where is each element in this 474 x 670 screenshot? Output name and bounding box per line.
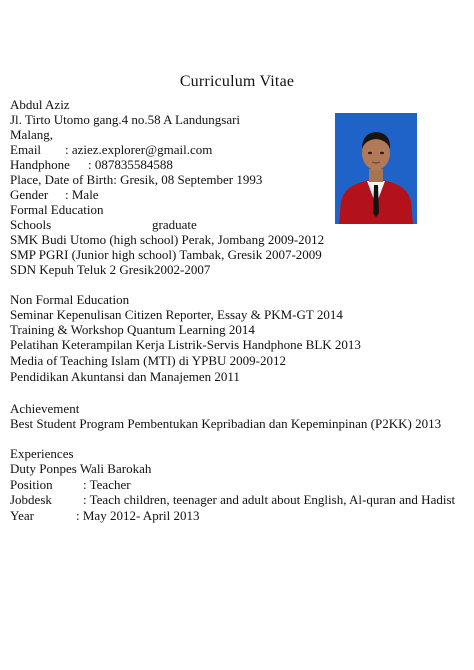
- address-line-1: Jl. Tirto Utomo gang.4 no.58 A Landungsari: [10, 112, 241, 127]
- portrait-photo: [335, 113, 417, 224]
- year-row: [10, 508, 200, 523]
- year-value: : May 2012- April 2013: [76, 508, 200, 523]
- email-value: : aziez.explorer@gmail.com: [65, 142, 213, 157]
- email-label: Email: [10, 142, 42, 157]
- non-formal-education-item: Pelatihan Keterampilan Kerja Listrik-Servis Handphone BLK 2013: [10, 337, 361, 352]
- schools-column-label: Schools: [10, 217, 52, 232]
- phone-value: : 087835584588: [88, 157, 173, 172]
- achievement-heading: Achievement: [10, 401, 80, 416]
- formal-education-item: SMK Budi Utomo (high school) Perak, Jombang 2009-2012: [10, 232, 325, 247]
- non-formal-education-item: Seminar Kepenulisan Citizen Reporter, Essay & PKM-GT 2014: [10, 307, 343, 322]
- gender-value: : Male: [65, 187, 99, 202]
- non-formal-education-heading: Non Formal Education: [10, 292, 130, 307]
- experience-organization: Duty Ponpes Wali Barokah: [10, 461, 152, 476]
- graduate-column-label: graduate: [152, 217, 197, 232]
- address-line-2: Malang,: [10, 127, 53, 142]
- position-label: Position: [10, 477, 53, 492]
- position-value: : Teacher: [83, 477, 131, 492]
- phone-row: [10, 157, 173, 172]
- applicant-name: Abdul Aziz: [10, 97, 70, 112]
- formal-education-heading: Formal Education: [10, 202, 104, 217]
- jobdesk-label: Jobdesk: [10, 492, 52, 507]
- jobdesk-row: [10, 492, 455, 507]
- formal-education-item: SDN Kepuh Teluk 2 Gresik2002-2007: [10, 262, 211, 277]
- document-title: Curriculum Vitae: [179, 73, 295, 90]
- gender-row: [10, 187, 99, 202]
- email-row: [10, 142, 212, 157]
- birth-row: [10, 172, 262, 187]
- phone-label: Handphone: [10, 157, 70, 172]
- formal-education-columns: [10, 217, 197, 232]
- gender-label: Gender: [10, 187, 49, 202]
- portrait-icon: [335, 113, 417, 224]
- year-label: Year: [10, 508, 34, 523]
- position-row: [10, 477, 131, 492]
- birth-label: Place, Date of Birth: [10, 172, 114, 187]
- non-formal-education-item: Training & Workshop Quantum Learning 2014: [10, 322, 255, 337]
- jobdesk-value: : Teach children, teenager and adult about English, Al-quran and Hadist: [83, 492, 456, 507]
- experiences-heading: Experiences: [10, 446, 74, 461]
- formal-education-item: SMP PGRI (Junior high school) Tambak, Gresik 2007-2009: [10, 247, 322, 262]
- non-formal-education-item: Pendidikan Akuntansi dan Manajemen 2011: [10, 369, 240, 384]
- achievement-item: Best Student Program Pembentukan Kepribadian dan Kepeminpinan (P2KK) 2013: [10, 416, 442, 431]
- non-formal-education-item: Media of Teaching Islam (MTI) di YPBU 2009-2012: [10, 353, 287, 368]
- birth-value: : Gresik, 08 September 1993: [113, 172, 263, 187]
